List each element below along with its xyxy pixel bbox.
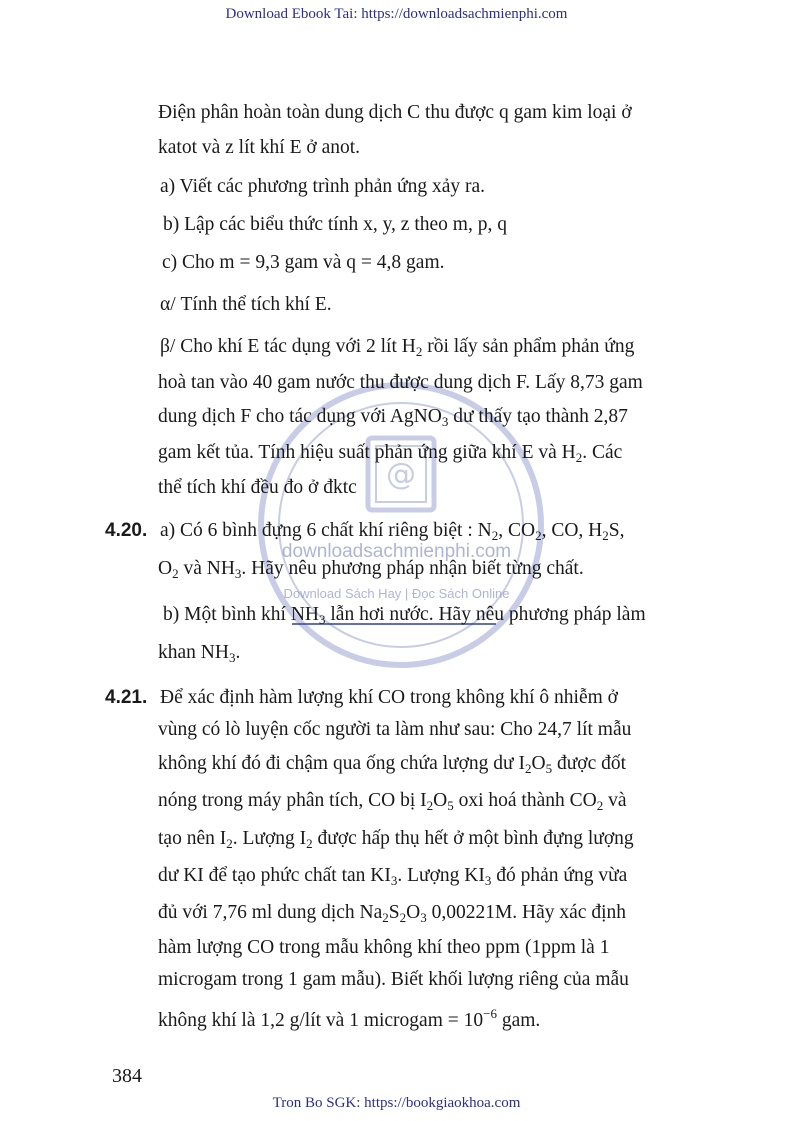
text-line: đủ với 7,76 ml dung dịch $Na_2S_2O_3$ 0,00221M. Hãy xác định bbox=[158, 902, 627, 925]
text-line: vùng có lò luyện cốc người ta làm như sau: Cho 24,7 lít mẫu bbox=[158, 719, 632, 740]
text-line: hàm lượng CO trong mẫu không khí theo ppm (1ppm là 1 bbox=[158, 937, 610, 958]
text-line: b) Một bình khí $NH_3$ lẫn hơi nước. Hãy nêu phương pháp làm bbox=[163, 604, 646, 627]
text-line: $O_2$ và $NH_3$. Hãy nêu phương pháp nhận biết từng chất. bbox=[158, 558, 584, 581]
text-line: α/ Tính thể tích khí E. bbox=[160, 294, 332, 315]
text-line: dung dịch F cho tác dụng với AgNO$_3$ dư thấy tạo thành 2,87 bbox=[158, 406, 628, 429]
text-line: không khí đó đi chậm qua ống chứa lượng dư $I_2O_5$ được đốt bbox=[158, 753, 627, 776]
text-line: không khí là 1,2 g/lít và 1 microgam = $10^{-6}$ gam. bbox=[158, 1006, 541, 1031]
text-line: dư KI để tạo phức chất $\tan KI_3$. Lượng $KI_3$ đó phản ứng vừa bbox=[158, 865, 628, 888]
text-line: hoà tan vào 40 gam nước thu được dung dịch F. Lấy 8,73 gam bbox=[158, 372, 643, 393]
text-line: nóng trong máy phân tích, CO bị $I_2O_5$ oxi hoá thành $CO_2$ và bbox=[158, 790, 627, 813]
footer-link[interactable]: Tron Bo SGK: https://bookgiaokhoa.com bbox=[272, 1095, 521, 1111]
watermark-site: downloadsachmienphi.com bbox=[281, 541, 512, 562]
text-line: katot và z lít khí E ở anot. bbox=[158, 137, 361, 158]
header-link[interactable]: Download Ebook Tai: https://downloadsachmienphi.com bbox=[225, 6, 568, 22]
text-line: a) Có 6 bình đựng 6 chất khí riêng biệt : $N_2$, $CO_2$, CO, $H_2S$, bbox=[160, 520, 625, 543]
text-line: tạo nên $I_2$. Lượng $I_2$ được hấp thụ hết ở một bình đựng lượng bbox=[158, 828, 634, 851]
text-line: c) Cho m = 9,3 gam và q = 4,8 gam. bbox=[162, 252, 445, 273]
text-line: a) Viết các phương trình phản ứng xảy ra. bbox=[160, 176, 486, 197]
watermark-tagline: Download Sách Hay | Đọc Sách Online bbox=[283, 586, 510, 601]
text-line: β/ Cho khí E tác dụng với 2 lít $H_2$ rồi lấy sản phẩm phản ứng bbox=[160, 336, 635, 359]
question-number: 4.21. bbox=[105, 687, 148, 708]
text-line: microgam trong 1 gam mẫu). Biết khối lượng riêng của mẫu bbox=[158, 969, 629, 990]
svg-text:@: @ bbox=[386, 457, 416, 492]
text-line: Để xác định hàm lượng khí CO trong không khí ô nhiễm ở bbox=[160, 687, 618, 708]
text-line: gam kết tủa. Tính hiệu suất phản ứng giữa khí E và $H_2$. Các bbox=[158, 442, 623, 465]
question-number: 4.20. bbox=[105, 520, 148, 541]
page-number: 384 bbox=[112, 1065, 142, 1087]
text-line: Điện phân hoàn toàn dung dịch C thu được q gam kim loại ở bbox=[158, 102, 632, 123]
text-line: thể tích khí đều đo ở đktc bbox=[158, 477, 357, 498]
text-line: b) Lập các biểu thức tính x, y, z theo m, p, q bbox=[163, 214, 507, 235]
text-line: khan $NH_3$. bbox=[158, 642, 241, 665]
